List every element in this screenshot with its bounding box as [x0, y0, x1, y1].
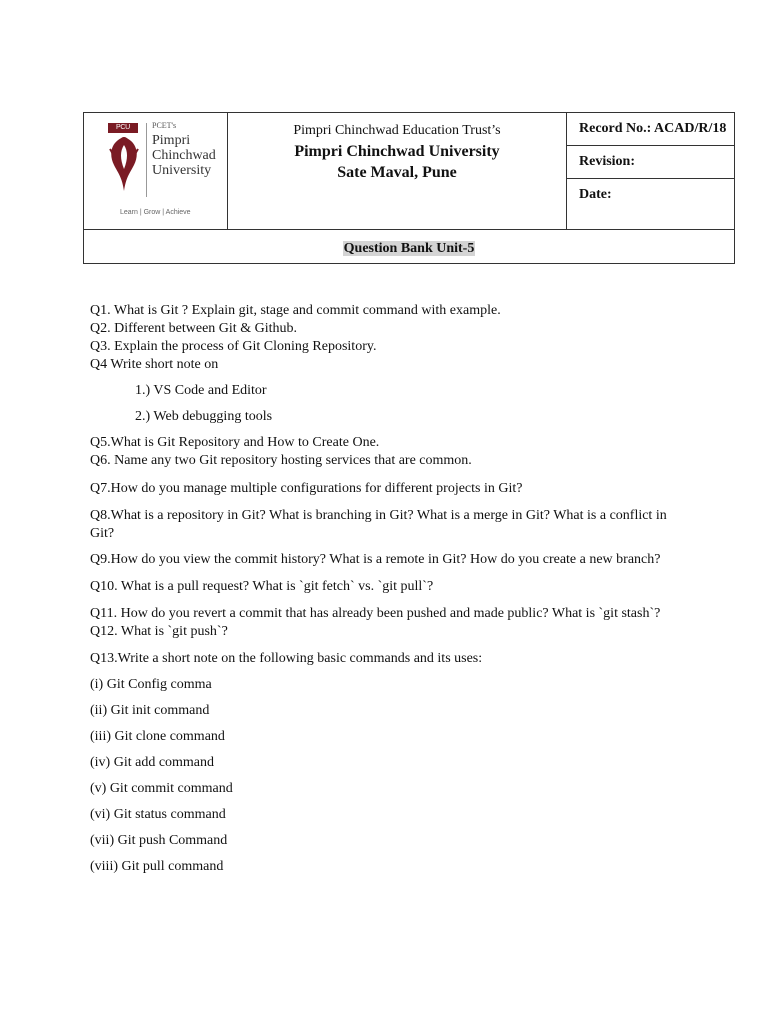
logo-university-name: [152, 133, 214, 178]
question-2: Q2. Different between Git & Github.: [90, 321, 297, 336]
question-1: Q1. What is Git ? Explain git, stage and commit command with example.: [90, 303, 501, 318]
question-6: Q6. Name any two Git repository hosting services that are common.: [90, 453, 472, 468]
date-field: Date:: [579, 187, 612, 202]
institution-cell: [228, 113, 567, 229]
record-number: Record No.: ACAD/R/18: [567, 113, 734, 146]
question-4-sub-1: 1.) VS Code and Editor: [135, 383, 267, 398]
question-13: Q13.Write a short note on the following basic commands and its uses:: [90, 651, 483, 666]
question-12: Q12. What is `git push`?: [90, 624, 228, 639]
command-item-5: (v) Git commit command: [90, 781, 233, 796]
logo-pcet-label: PCET's: [152, 121, 177, 130]
logo-name-line-3: University: [152, 163, 212, 178]
logo-divider: [146, 123, 147, 197]
emblem-tag: PCU: [108, 123, 138, 133]
question-8: Q8.What is a repository in Git? What is branching in Git? What is a merge in Git? What is a conflict in Git?: [90, 508, 667, 541]
command-item-7: (vii) Git push Command: [90, 833, 228, 848]
trust-name: Pimpri Chinchwad Education Trust’s: [293, 123, 501, 138]
question-10: Q10. What is a pull request? What is `git fetch` vs. `git pull`?: [90, 579, 434, 594]
question-7: Q7.How do you manage multiple configurations for different projects in Git?: [90, 481, 523, 496]
question-4: Q4 Write short note on: [90, 357, 219, 372]
command-item-1: (i) Git Config comma: [90, 677, 212, 692]
command-item-3: (iii) Git clone command: [90, 729, 225, 744]
pcu-emblem-icon: [104, 119, 144, 199]
logo-name-line-2: Chinchwad: [152, 148, 216, 163]
question-11: Q11. How do you revert a commit that has already been pushed and made public? What is `git stash`?: [90, 606, 661, 621]
command-item-8: (viii) Git pull command: [90, 859, 224, 874]
university-name: Pimpri Chinchwad University: [294, 143, 500, 160]
question-9: Q9.How do you view the commit history? What is a remote in Git? How do you create a new branch?: [90, 552, 661, 567]
title-row: [84, 229, 734, 263]
question-5: Q5.What is Git Repository and How to Create One.: [90, 435, 380, 450]
header-table: [83, 112, 735, 264]
logo-tagline: Learn | Grow | Achieve: [120, 209, 191, 216]
logo-cell: [84, 113, 228, 229]
command-item-4: (iv) Git add command: [90, 755, 215, 770]
revision-field: Revision:: [567, 146, 734, 179]
command-item-2: (ii) Git init command: [90, 703, 210, 718]
university-logo: [104, 119, 214, 223]
record-cell: [567, 113, 734, 229]
campus-location: Sate Maval, Pune: [337, 164, 457, 181]
question-list: [90, 302, 670, 876]
command-item-6: (vi) Git status command: [90, 807, 226, 822]
question-3: Q3. Explain the process of Git Cloning Repository.: [90, 339, 377, 354]
question-4-sub-2: 2.) Web debugging tools: [135, 409, 273, 424]
document-title: Question Bank Unit-5: [343, 241, 475, 256]
logo-name-line-1: Pimpri: [152, 133, 191, 148]
